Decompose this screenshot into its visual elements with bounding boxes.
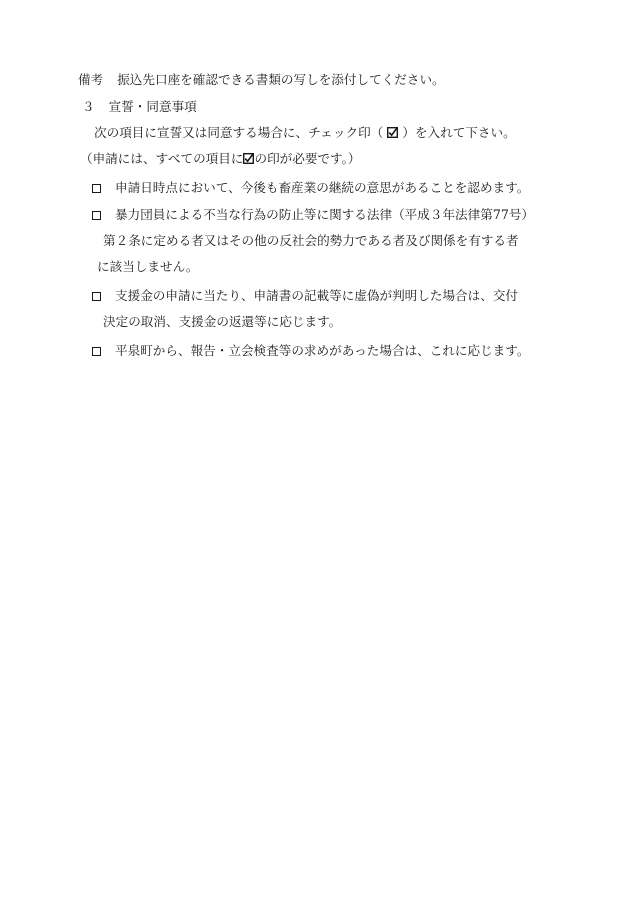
- remarks-label: 備考: [78, 72, 104, 87]
- consent-item-2: [92, 209, 534, 222]
- consent-item-2-continued: [103, 235, 519, 248]
- consent-checkbox[interactable]: [92, 292, 101, 301]
- consent-item-text: 平泉町から、報告・立会検査等の求めがあった場合は、これに応じます。: [115, 343, 530, 358]
- section-number: ３: [82, 99, 95, 114]
- consent-item-2-continued: [97, 261, 199, 274]
- consent-item-text: に該当しません。: [97, 259, 199, 274]
- remarks-text: 振込先口座を確認できる書類の写しを添付してください。: [117, 72, 445, 87]
- instruction-text-2b: の印が必要です。）: [254, 151, 361, 166]
- instruction-text-1b: ）を入れて下さい。: [402, 125, 516, 140]
- consent-checkbox[interactable]: [92, 211, 101, 220]
- consent-item-text: 第２条に定める者又はその他の反社会的勢力である者及び関係を有する者: [103, 233, 519, 248]
- remarks-line: [78, 74, 445, 87]
- consent-item-text: 暴力団員による不当な行為の防止等に関する法律（平成３年法律第77号）: [115, 207, 535, 222]
- consent-item-4: [92, 345, 529, 358]
- instruction-line-2: [80, 153, 361, 166]
- consent-checkbox[interactable]: [92, 347, 101, 356]
- section-title: 宣誓・同意事項: [108, 99, 197, 114]
- consent-item-text: 支援金の申請に当たり、申請書の記載等に虚偽が判明した場合は、交付: [115, 288, 518, 303]
- consent-checkbox[interactable]: [92, 184, 101, 193]
- consent-item-3: [92, 290, 518, 303]
- consent-item-text: 申請日時点において、今後も畜産業の継続の意思があることを認めます。: [115, 180, 530, 195]
- checked-box-icon: [243, 153, 254, 164]
- consent-item-1: [92, 182, 529, 195]
- section-heading: [82, 101, 197, 114]
- consent-item-3-continued: [103, 316, 341, 329]
- instruction-text-2a: （申請には、すべての項目に: [80, 151, 244, 166]
- checked-box-icon: [387, 127, 398, 138]
- instruction-text-1a: 次の項目に宣誓又は同意する場合に、チェック印（: [94, 125, 384, 140]
- instruction-line-1: [94, 127, 516, 140]
- consent-item-text: 決定の取消、支援金の返還等に応じます。: [103, 314, 342, 329]
